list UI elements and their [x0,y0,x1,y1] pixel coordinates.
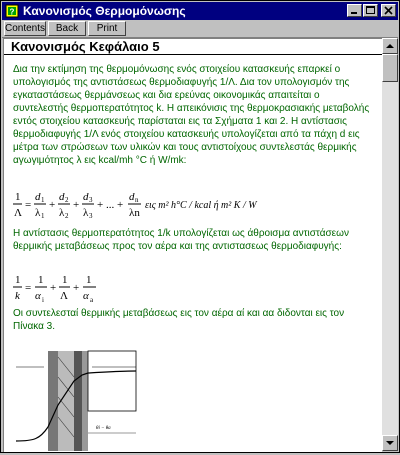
svg-text:θi − θa: θi − θa [96,426,111,431]
formula-transmittance [13,271,213,307]
topic-heading: Κανονισμός Κεφάλαιο 5 [11,39,160,54]
svg-text:1: 1 [38,274,44,286]
svg-text:+: + [49,199,56,211]
svg-text:d: d [83,191,89,203]
close-icon [382,5,395,16]
svg-text:1: 1 [15,274,21,286]
topic-content [3,38,382,452]
svg-text:+: + [73,282,80,294]
svg-text:i: i [42,296,44,304]
svg-text:+: + [50,282,57,294]
svg-text:n: n [135,196,139,204]
svg-text:d: d [59,191,65,203]
svg-text:1: 1 [86,274,92,286]
svg-text:α: α [83,290,89,302]
svg-text:+ ... +: + ... + [97,199,124,211]
toolbar [2,21,398,38]
paragraph-transmission: Η αντίστασις θερμοπερατότητος 1/k υπολογίζεται ως άθροισμα αντιστάσεων θερμικής μεταβάσεως προς τον αέρα και της αντιστασεως θερμοδιαφυγής: [13,228,349,252]
svg-text:2: 2 [65,196,69,204]
formula-units: εις m² h°C / kcal ή m² K / W [145,200,257,211]
svg-text:=: = [25,282,32,294]
svg-text:λ: λ [35,207,41,219]
svg-text:λn: λn [129,207,140,219]
maximize-icon [364,5,377,16]
scroll-thumb[interactable] [382,54,398,82]
svg-text:k: k [15,290,20,302]
scroll-down-button[interactable] [382,435,398,451]
svg-text:Λ: Λ [14,207,22,219]
title-bar[interactable] [2,2,398,20]
svg-text:?: ? [9,7,15,17]
window-title: Κανονισμός Θερμομόνωσης [23,4,186,18]
arrow-down-icon [383,436,397,450]
print-button[interactable]: Print [88,21,126,36]
minimize-button[interactable] [347,4,362,17]
svg-text:1: 1 [41,196,45,204]
svg-text:3: 3 [89,196,93,204]
vertical-scrollbar[interactable] [382,38,398,451]
formula-thermal-resistance [13,188,313,222]
paragraph-coefficients: Οι συντελεσταί θερμικής μεταβάσεως εις τον αέρα αί και αα διδονται εις τον Πίνακα 3. [13,308,345,332]
wall-temperature-diagram [14,347,140,452]
contents-button[interactable]: Contents [5,23,46,34]
close-button[interactable] [381,4,396,17]
maximize-button[interactable] [363,4,378,17]
svg-text:α: α [35,290,41,302]
scroll-up-button[interactable] [382,38,398,54]
svg-text:a: a [90,296,94,304]
svg-text:d: d [129,191,135,203]
back-button[interactable]: Back [48,21,86,36]
paragraph-intro: Δια την εκτίμηση της θερμομόνωσης ενός στοιχείου κατασκευής επαρκεί ο υπολογισμός της αντιστάσεως θερμοδιαφυγής 1/Λ. Δια τον υπολογισμόν της εγκαταστάσεως θερμάνσεως και δια ερεύνας οικονομικάς απαιτείται ο συντελεστής θερμοπερατότητος k. Η απεικόνισις της θερμοκρασιακής μεταβολής εντός στοιχείου κατασκευής παρίσταται εις τα Σχήματα 1 και 2. Η αντίστασις θερμοδιαφυγής 1/Λ ενός στοιχείου κατασκευής υπολογίζεται από τα πάχη d εις μέτρα των στρώσεων των υλικών και τους αντιστοίχους συντελεστάς θερμικής αγωγιμότητος λ εις kcal/mh °C ή W/mk: [13,64,370,166]
svg-text:d: d [35,191,41,203]
svg-text:=: = [25,199,32,211]
svg-text:+: + [73,199,80,211]
svg-text:2: 2 [65,212,69,220]
svg-text:λ: λ [59,207,65,219]
arrow-up-icon [383,39,397,53]
heading-divider [4,54,382,55]
svg-text:1: 1 [62,274,68,286]
svg-text:1: 1 [41,212,45,220]
svg-text:λ: λ [83,207,89,219]
minimize-icon [348,5,361,16]
svg-text:1: 1 [15,191,21,203]
svg-text:Λ: Λ [60,290,68,302]
svg-text:3: 3 [89,212,93,220]
app-help-icon [5,4,19,18]
